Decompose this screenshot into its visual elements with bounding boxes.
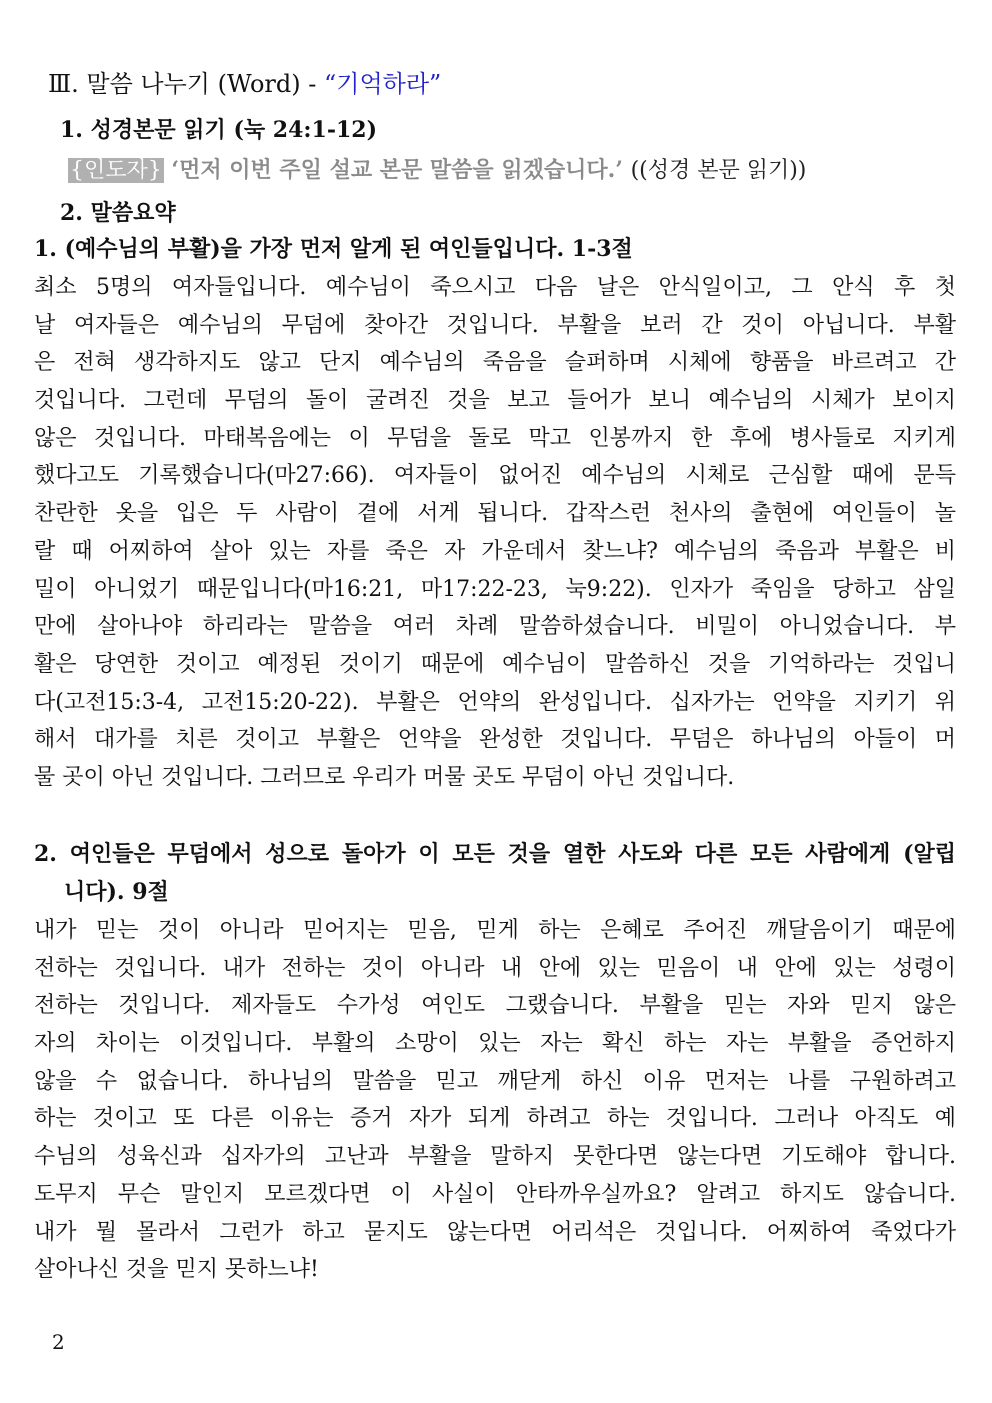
point2-heading-line: 2. 여인들은 무덤에서 성으로 돌아가 이 모든 것을 열한 사도와 다른 모든 사람에게 (알립 <box>34 841 956 867</box>
point1-heading <box>34 231 956 269</box>
body-line: 해서 대가를 치른 것이고 부활은 언약을 완성한 것입니다. 무덤은 하나님의 아들이 머 <box>34 727 956 753</box>
section-title <box>48 64 441 99</box>
leader-instruction <box>68 153 806 184</box>
point1-body <box>34 269 956 797</box>
point2-heading-line: 니다). 9절 <box>64 878 169 905</box>
body-line: 전하는 것입니다. 제자들도 수가성 여인도 그랬습니다. 부활을 믿는 자와 믿지 않은 <box>34 993 956 1019</box>
body-line: 밀이 아니었기 때문입니다(마16:21, 마17:22-23, 눅9:22). 인자가 죽임을 당하고 삼일 <box>34 576 956 602</box>
reading-heading: 1. 성경본문 읽기 (눅 24:1-12) <box>60 117 377 143</box>
body-line: 최소 5명의 여자들입니다. 예수님이 죽으시고 다음 날은 안식일이고, 그 안식 후 첫 <box>34 275 956 300</box>
leader-tag: {인도자} <box>70 158 162 183</box>
body-line: 것입니다. 그런데 무덤의 돌이 굴려진 것을 보고 들어가 보니 예수님의 시체가 보이지 <box>34 388 956 414</box>
body-line: 활은 당연한 것이고 예정된 것이기 때문에 예수님이 말씀하신 것을 기억하라는 것입니 <box>34 651 956 677</box>
body-line: 자의 차이는 이것입니다. 부활의 소망이 있는 자는 확신 하는 자는 부활을 증언하지 <box>34 1031 956 1057</box>
body-line: 내가 믿는 것이 아니라 믿어지는 믿음, 믿게 하는 은혜로 주어진 깨달음이기 때문에 <box>34 918 956 943</box>
body-line: 찬란한 옷을 입은 두 사람이 곁에 서게 됩니다. 갑작스런 천사의 출현에 여인들이 놀 <box>34 501 956 527</box>
body-line: 살아나신 것을 믿지 못하느냐! <box>34 1257 319 1283</box>
body-line: 않을 수 없습니다. 하나님의 말씀을 믿고 깨닫게 하신 이유 먼저는 나를 구원하려고 <box>34 1068 956 1094</box>
point2-heading <box>34 836 956 911</box>
body-line: 않은 것입니다. 마태복음에는 이 무덤을 돌로 막고 인봉까지 한 후에 병사들로 지키게 <box>34 425 956 451</box>
point2-body <box>34 912 956 1289</box>
page-number: 2 <box>52 1330 65 1354</box>
section-title-text: Ⅲ. 말씀 나누기 (Word) - <box>48 70 324 98</box>
body-line: 랄 때 어찌하여 살아 있는 자를 죽은 자 가운데서 찾느냐? 예수님의 죽음과 부활은 비 <box>34 538 956 564</box>
body-line: 하는 것이고 또 다른 이유는 증거 자가 되게 하려고 하는 것입니다. 그러나 아직도 예 <box>34 1106 956 1132</box>
body-line: 은 전혀 생각하지도 않고 단지 예수님의 죽음을 슬퍼하며 시체에 향품을 바르려고 간 <box>34 350 956 376</box>
section-title-quote: “기억하라” <box>324 70 442 98</box>
summary-heading: 2. 말씀요약 <box>60 200 176 226</box>
point1-heading-line: 1. (예수님의 부활)을 가장 먼저 알게 된 여인들입니다. 1-3절 <box>34 236 633 262</box>
body-line: 전하는 것입니다. 내가 전하는 것이 아니라 내 안에 있는 믿음이 내 안에 있는 성령이 <box>34 955 956 981</box>
body-line: 만에 살아나야 하리라는 말씀을 여러 차례 말씀하셨습니다. 비밀이 아니었습니다. 부 <box>34 614 956 640</box>
body-line: 내가 뭘 몰라서 그런가 하고 묻지도 않는다면 어리석은 것입니다. 어찌하여 죽었다가 <box>34 1219 956 1245</box>
body-line: 수님의 성육신과 십자가의 고난과 부활을 말하지 못한다면 않는다면 기도해야 합니다. <box>34 1144 956 1170</box>
leader-text: ‘먼저 이번 주일 설교 본문 말씀을 읽겠습니다.’ <box>163 157 631 183</box>
body-line: 물 곳이 아닌 것입니다. 그러므로 우리가 머물 곳도 무덤이 아닌 것입니다. <box>34 764 735 790</box>
body-line: 날 여자들은 예수님의 무덤에 찾아간 것입니다. 부활을 보러 간 것이 아닙니다. 부활 <box>34 312 956 338</box>
body-line: 했다고도 기록했습니다(마27:66). 여자들이 없어진 예수님의 시체로 근심할 때에 문득 <box>34 463 956 489</box>
body-line: 다(고전15:3-4, 고전15:20-22). 부활은 언약의 완성입니다. 십자가는 언약을 지키기 위 <box>34 689 956 715</box>
leader-note: ((성경 본문 읽기)) <box>630 158 807 183</box>
body-line: 도무지 무슨 말인지 모르겠다면 이 사실이 안타까우실까요? 알려고 하지도 않습니다. <box>34 1181 956 1207</box>
